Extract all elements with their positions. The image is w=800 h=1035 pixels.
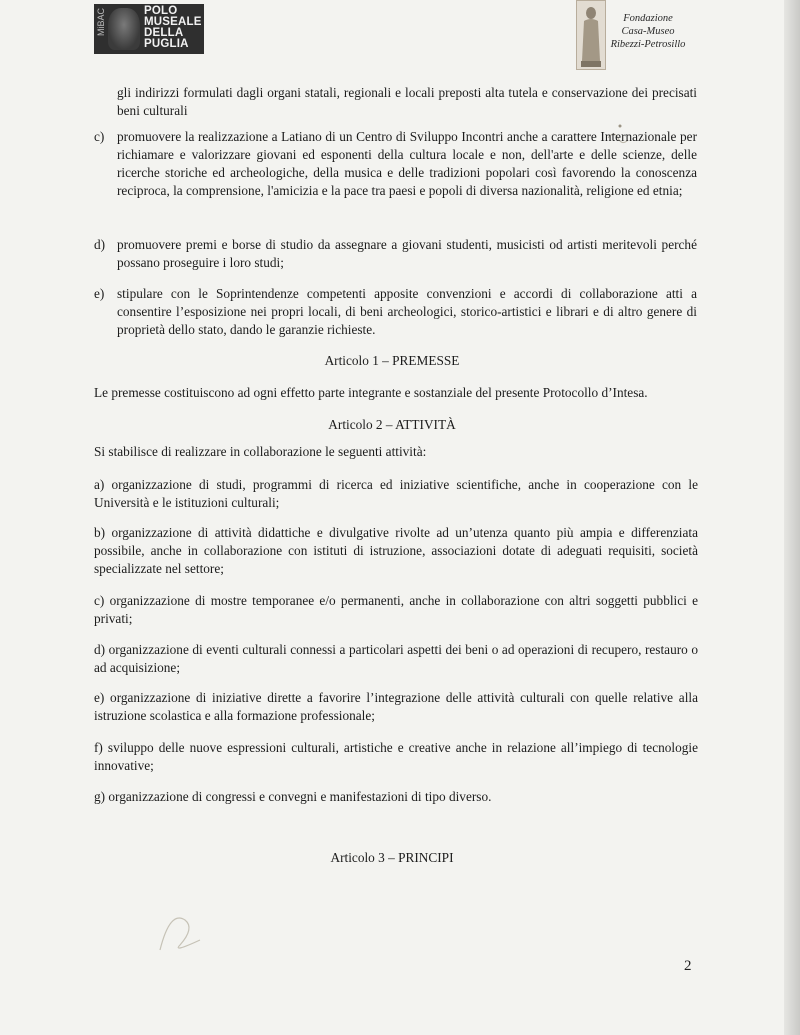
list-label-d: d): [94, 237, 106, 252]
article-3-heading: Articolo 3 – PRINCIPI: [330, 850, 454, 865]
mibac-label: MiBAC: [96, 8, 106, 37]
article-2-heading: Articolo 2 – ATTIVITÀ: [328, 417, 456, 432]
saint-statue-icon: [576, 0, 606, 70]
intro-continuation: gli indirizzi formulati dagli organi statali, regionali e locali preposti alta tutela e conservazione dei precisati beni culturali: [117, 85, 697, 118]
list-label-c: c): [94, 129, 105, 144]
article-2-item-c: c) organizzazione di mostre temporanee e/o permanenti, anche in collaborazione con altri soggetti pubblici e privati;: [94, 593, 698, 626]
article-2-intro: Si stabilisce di realizzare in collaborazione le seguenti attività:: [94, 444, 427, 459]
article-2-item-a: a) organizzazione di studi, programmi di ricerca ed iniziative scientifiche, anche in cooperazione con le Università e le istituzioni culturali;: [94, 477, 698, 510]
list-item-e: stipulare con le Soprintendenze competenti apposite convenzioni e accordi di collaborazione atti a consentire l’esposizione nei propri locali, di beni archeologici, storico-artistici e librari e di altro genere di proprietà dello stato, dando le garanzie richieste.: [117, 286, 697, 337]
page-number: 2: [684, 958, 692, 974]
article-2-item-f: f) sviluppo delle nuove espressioni culturali, artistiche e creative anche in relazione all’impiego di tecnologie innovative;: [94, 740, 698, 773]
statue-emblem-icon: [108, 8, 140, 50]
article-2-item-b: b) organizzazione di attività didattiche e divulgative rivolte ad un’utenza quanto più ampia e differenziata possibile, anche in collaborazione con istituti di istruzione, associazioni dotate di adeguati requisiti, società specializzate nel settore;: [94, 525, 698, 576]
article-2-item-g: g) organizzazione di congressi e convegni e manifestazioni di tipo diverso.: [94, 789, 492, 804]
list-label-e: e): [94, 286, 105, 301]
article-2-item-e: e) organizzazione di iniziative dirette a favorire l’integrazione delle attività culturali con quelle relative alla istruzione scolastica e alla formazione professionale;: [94, 690, 698, 723]
list-item-c: promuovere la realizzazione a Latiano di un Centro di Sviluppo Incontri anche a carattere Internazionale per richiamare e valorizzare giovani ed esponenti della cultura locale e non, dell'arte e delle scienze, delle ricerche storiche ed archeologiche, della musica e delle tradizioni popolari così favorendo la conoscenza reciproca, la comprensione, l'amicizia e la pace tra paesi e popoli di diversa nazionalità, religione ed etnia;: [117, 129, 697, 198]
polo-museale-name: POLO MUSEALE DELLA PUGLIA: [144, 5, 202, 50]
polo-museale-logo: [94, 4, 204, 54]
scan-edge-shadow: [784, 0, 800, 1035]
article-1-text: Le premesse costituiscono ad ogni effetto parte integrante e sostanziale del presente Protocollo d’Intesa.: [94, 385, 648, 400]
article-2-item-d: d) organizzazione di eventi culturali connessi a particolari aspetti dei beni o ad operazioni di recupero, restauro o ad acquisizione;: [94, 642, 698, 675]
list-item-d: promuovere premi e borse di studio da assegnare a giovani studenti, musicisti od artisti meritevoli perché possano proseguire i loro studi;: [117, 237, 697, 270]
fondazione-name: Fondazione Casa-Museo Ribezzi-Petrosillo: [610, 13, 686, 50]
signature-mark-icon: [150, 900, 220, 960]
fondazione-logo: [574, 0, 684, 70]
article-1-heading: Articolo 1 – PREMESSE: [324, 353, 460, 368]
